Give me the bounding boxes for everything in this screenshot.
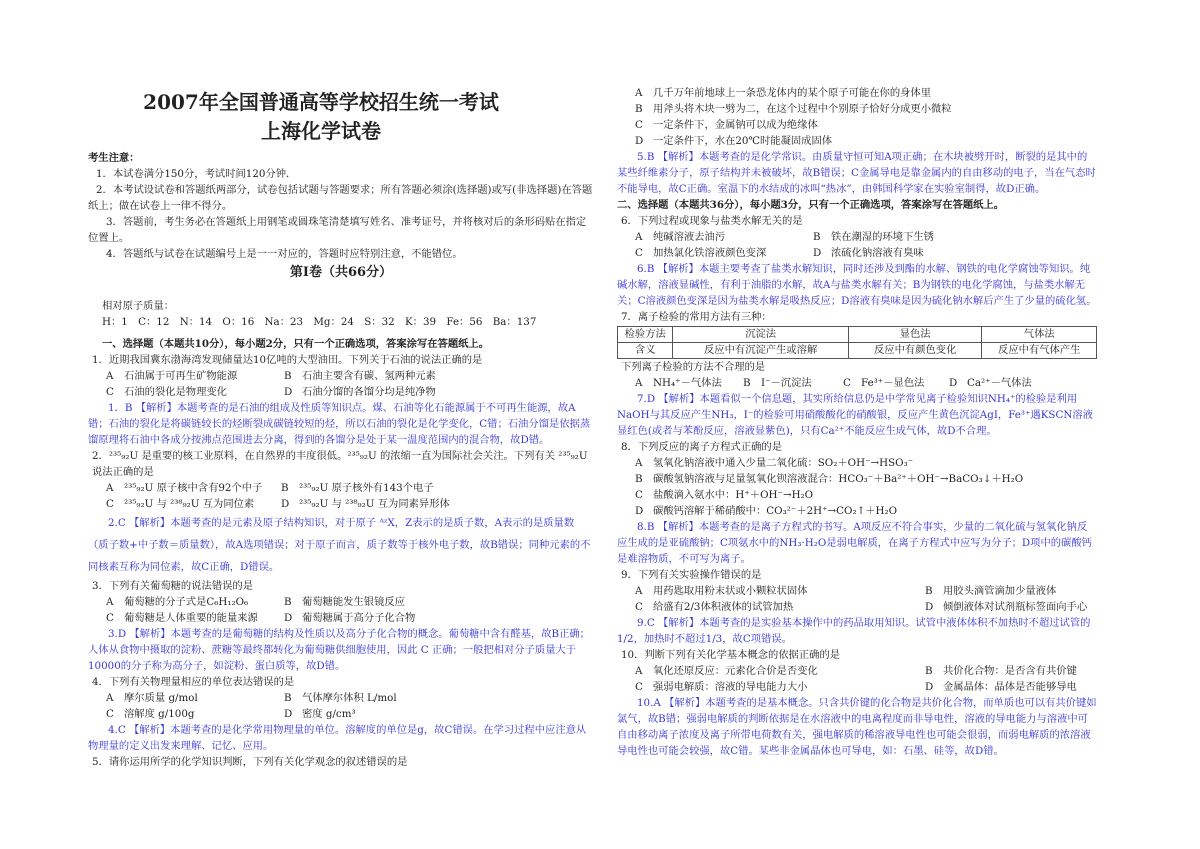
section-heading-1: 一、选择题（本题共10分），每小题2分，只有一个正确选项，答案涂写在答题纸上。 xyxy=(102,338,490,350)
option-letter: C xyxy=(106,612,114,624)
option-b xyxy=(635,101,1097,117)
option-letter: D xyxy=(284,708,293,720)
option-text: ²³⁵₉₂U 与 ²³⁸₉₂U 互为同素异形体 xyxy=(299,498,450,510)
question-3 xyxy=(88,578,594,674)
option-text: 气体摩尔体积 L/mol xyxy=(302,692,397,704)
option-text: Ca²⁺－气体法 xyxy=(967,377,1032,389)
answer-analysis: 7.D 【解析】本题看似一个信息题，其实所给信息仍是中学常见离子检验知识NH₄⁺的检验是利用NaOH与其反应产生NH₃，I⁻的检验可用硝酸酸化的硝酸银，反应产生黄色沉淀AgI，Fe³⁺遇KSCN溶液显红色(或者与苯酚反应，溶液显紫色)，只有Ca²⁺不能反应生成气体，故D不合理。 xyxy=(617,393,1093,437)
note-item: 3．答题前，考生务必在答题纸上用钢笔或圆珠笔清楚填写姓名、准考证号，并将核对后的条形码贴在指定位置上。 xyxy=(88,216,587,244)
option-a xyxy=(106,594,284,610)
table-cell: 反应中有沉淀产生或溶解 xyxy=(673,343,849,359)
option-text: 加热氯化铁溶液颜色变深 xyxy=(653,247,767,259)
option-letter: A xyxy=(106,692,114,704)
option-text: 氢氧化钠溶液中通入少量二氧化硫：SO₂＋OH⁻→HSO₃⁻ xyxy=(653,457,914,469)
option-letter: B xyxy=(925,585,933,597)
option-text: 摩尔质量 g/mol xyxy=(124,692,198,704)
option-list xyxy=(617,583,1097,615)
option-letter: B xyxy=(284,370,292,382)
question-5 xyxy=(617,85,1097,197)
option-letter: B xyxy=(635,473,643,485)
option-text: ²³⁵₉₂U 与 ²³⁸₉₂U 互为同位素 xyxy=(124,498,255,510)
ion-test-method-table xyxy=(617,326,1097,359)
option-letter: A xyxy=(635,87,643,99)
answer-analysis: 2.C 【解析】本题考查的是元素及原子结构知识，对于原子 ᴬᶻX，Z表示的是质子数，A表示的是质量数（质子数+中子数＝质量数），故A选项错误；对于原子而言，质子数等于核外电子数，故B错误；同种元素的不同核素互称为同位素，故C正确，D错误。 xyxy=(88,517,591,573)
option-a xyxy=(106,368,284,384)
question-10 xyxy=(617,647,1097,759)
option-text: 葡萄糖能发生银镜反应 xyxy=(302,596,405,608)
answer-analysis: 6.B 【解析】本题主要考查了盐类水解知识，同时还涉及到酯的水解、钢铁的电化学腐蚀等知识。纯碱水解，溶液显碱性，有利于油脂的水解，故A与盐类水解有关；B为钢铁的电化学腐蚀，与盐类水解无关；C溶液颜色变深是因为盐类水解是吸热反应；D溶液有臭味是因为硫化钠水解后产生了少量的硫化氢。 xyxy=(617,263,1097,307)
question-stem: 下列离子检验的方法不合理的是 xyxy=(621,361,766,373)
option-letter: D xyxy=(284,386,293,398)
option-d xyxy=(284,610,594,626)
table-cell: 检验方法 xyxy=(618,327,673,343)
note-item: 2．本考试设试卷和答题纸两部分，试卷包括试题与答题要求；所有答题必须涂(选择题)或写(非选择题)在答题纸上；做在试卷上一律不得分。 xyxy=(88,184,593,212)
answer-analysis: 1．B 【解析】本题考查的是石油的组成及性质等知识点。煤、石油等化石能源属于不可再生能源，故A错；石油的裂化是将碳链较长的烃断裂成碳链较短的烃，所以石油的裂化是化学变化，C错；石油分馏是依据蒸馏原理将石油中各成分按沸点范围进去分离，得到的各馏分是处于某一温度范围内的混合物，故D错。 xyxy=(88,402,591,446)
option-list xyxy=(88,690,594,722)
option-a xyxy=(635,229,813,245)
option-text: 葡萄糖是人体重要的能量来源 xyxy=(124,612,258,624)
question-stem: 10．判断下列有关化学基本概念的依据正确的是 xyxy=(621,649,841,661)
option-c xyxy=(106,706,284,722)
option-c xyxy=(635,599,925,615)
part-heading: 第Ⅰ卷（共66分） xyxy=(289,265,393,280)
option-text: 氧化还原反应：元素化合价是否变化 xyxy=(653,665,818,677)
option-list xyxy=(617,85,1097,149)
exam-title: 2007年全国普通高等学校招生统一考试 xyxy=(143,90,499,114)
question-7 xyxy=(617,309,1097,439)
question-6 xyxy=(617,213,1097,309)
right-column xyxy=(617,85,1097,759)
left-column xyxy=(88,88,594,770)
option-letter: D xyxy=(813,247,822,259)
note-item: 1．本试卷满分150分，考试时间120分钟． xyxy=(96,168,297,180)
option-letter: A xyxy=(106,596,114,608)
option-text: 浓硫化钠溶液有臭味 xyxy=(831,247,924,259)
table-cell: 沉淀法 xyxy=(673,327,849,343)
option-letter: C xyxy=(106,386,114,398)
option-b xyxy=(284,594,594,610)
option-text: 纯碱溶液去油污 xyxy=(653,231,726,243)
table-row xyxy=(618,343,1097,359)
option-c xyxy=(843,375,949,391)
option-text: 用药匙取用粉末状或小颗粒状固体 xyxy=(653,585,808,597)
question-stem: 8．下列反应的离子方程式正确的是 xyxy=(621,441,783,453)
option-a xyxy=(635,375,743,391)
option-text: 一定条件下，水在20℃时能凝固成固体 xyxy=(653,135,833,147)
atomic-mass-values: H：1 C：12 N：14 O：16 Na：23 Mg：24 S：32 K：39 Fe：56 Ba：137 xyxy=(102,316,537,328)
option-text: 石油主要含有碳、氢两种元素 xyxy=(302,370,436,382)
option-text: 强弱电解质：溶液的导电能力大小 xyxy=(653,681,808,693)
option-c xyxy=(106,496,281,512)
option-letter: C xyxy=(635,247,643,259)
option-list xyxy=(617,663,1097,695)
answer-analysis: 5.B 【解析】本题考查的是化学常识。由质量守恒可知A项正确；在木块被劈开时，断裂的是其中的某些纤维素分子，原子结构并未被破坏，故B错误；C金属导电是靠金属内的自由移动的电子，当在气态时不能导电，故C正确。室温下的水结成的冰叫“热冰”，由韩国科学家在实验室制得，故D正确。 xyxy=(617,151,1096,195)
option-letter: A xyxy=(635,231,643,243)
option-letter: B xyxy=(284,596,292,608)
option-list xyxy=(88,480,594,512)
option-letter: B xyxy=(635,103,643,115)
option-b xyxy=(284,690,594,706)
option-letter: C xyxy=(106,498,114,510)
option-text: 几千万年前地球上一条恐龙体内的某个原子可能在你的身体里 xyxy=(653,87,932,99)
option-text: 一定条件下，金属钠可以成为绝缘体 xyxy=(653,119,818,131)
option-text: 用斧头将木块一劈为二，在这个过程中个别原子恰好分成更小微粒 xyxy=(653,103,952,115)
question-stem: 3．下列有关葡萄糖的说法错误的是 xyxy=(92,580,254,592)
option-text: Fe³⁺－显色法 xyxy=(861,377,925,389)
question-4 xyxy=(88,674,594,754)
option-c xyxy=(635,245,813,261)
note-item: 4．答题纸与试卷在试题编号上是一一对应的，答题时应特别注意，不能错位。 xyxy=(106,248,463,260)
option-letter: D xyxy=(949,377,958,389)
option-b xyxy=(281,480,594,496)
option-letter: C xyxy=(635,119,643,131)
option-letter: A xyxy=(106,370,114,382)
table-cell: 气体法 xyxy=(982,327,1097,343)
option-c xyxy=(106,384,284,400)
option-list xyxy=(88,368,594,400)
option-text: 碳酸氢钠溶液与足量氢氧化钡溶液混合：HCO₃⁻＋Ba²⁺＋OH⁻→BaCO₃↓＋H₂O xyxy=(653,473,1024,485)
option-b xyxy=(925,583,1097,599)
option-text: 溶解度 g/100g xyxy=(124,708,195,720)
option-b xyxy=(635,471,1097,487)
atomic-mass-label: 相对原子质量： xyxy=(102,300,175,312)
option-text: NH₄⁺－气体法 xyxy=(653,377,722,389)
option-a xyxy=(106,480,281,496)
option-letter: D xyxy=(635,505,644,517)
option-letter: C xyxy=(843,377,851,389)
answer-analysis: 3.D 【解析】本题考查的是葡萄糖的结构及性质以及高分子化合物的概念。葡萄糖中含有醛基，故B正确；人体从食物中摄取的淀粉、蔗糖等最终都转化为葡萄糖供细胞使用，因此 C 正确；一般把相对分子质量大于10000的分子称为高分子，如淀粉、蛋白质等，故D错。 xyxy=(88,628,590,672)
question-stem: 1．近期我国冀东渤海湾发现储量达10亿吨的大型油田。下列关于石油的说法正确的是 xyxy=(92,354,483,366)
option-list xyxy=(617,375,1097,391)
question-stem: 7．离子检验的常用方法有三种： xyxy=(621,311,772,323)
option-text: 铁在潮湿的环境下生锈 xyxy=(831,231,934,243)
option-letter: D xyxy=(284,612,293,624)
option-text: 石油分馏的各馏分均是纯净物 xyxy=(302,386,436,398)
option-text: I⁻－沉淀法 xyxy=(761,377,812,389)
option-text: 密度 g/cm³ xyxy=(302,708,356,720)
table-cell: 反应中有颜色变化 xyxy=(848,343,982,359)
option-text: 给盛有2/3体积液体的试管加热 xyxy=(653,601,794,613)
option-letter: B xyxy=(743,377,751,389)
option-text: 碳酸钙溶解于稀硝酸中：CO₃²⁻＋2H⁺→CO₂↑＋H₂O xyxy=(653,505,898,517)
section-heading-2: 二、选择题（本题共36分），每小题3分，只有一个正确选项，答案涂写在答题纸上。 xyxy=(617,199,1005,211)
option-a xyxy=(635,583,925,599)
option-letter: C xyxy=(106,708,114,720)
exam-subtitle: 上海化学试卷 xyxy=(261,119,381,143)
option-letter: A xyxy=(635,457,643,469)
table-cell: 反应中有气体产生 xyxy=(982,343,1097,359)
option-letter: C xyxy=(635,681,643,693)
option-text: ²³⁵₉₂U 原子核外有143个电子 xyxy=(299,482,434,494)
option-d xyxy=(925,679,1097,695)
option-letter: B xyxy=(813,231,821,243)
question-5 xyxy=(88,754,594,770)
option-text: 共价化合物：是否含有共价键 xyxy=(943,665,1077,677)
option-d xyxy=(635,133,1097,149)
answer-analysis: 10.A 【解析】本题考查的是基本概念。只含共价键的化合物是共价化合物，而单质也可以有共价键如氯气，故B错；强弱电解质的判断依据是在水溶液中的电离程度而非导电性，溶液的导电能力与溶液中可自由移动离子浓度及离子所带电荷数有关，强电解质的稀溶液导电性也可能会很弱，而弱电解质的浓溶液导电性也可能会较强，故C错。某些非金属晶体也可导电，如：石墨、硅等，故D错。 xyxy=(617,697,1097,757)
option-d xyxy=(925,599,1097,615)
table-cell: 含义 xyxy=(618,343,673,359)
question-2 xyxy=(88,448,594,578)
option-a xyxy=(635,85,1097,101)
option-text: 用胶头滴管滴加少量液体 xyxy=(943,585,1057,597)
option-letter: A xyxy=(106,482,114,494)
option-text: 葡萄糖属于高分子化合物 xyxy=(302,612,416,624)
option-text: ²³⁵₉₂U 原子核中含有92个中子 xyxy=(124,482,263,494)
option-d xyxy=(284,384,594,400)
option-text: 倾倒液体对试剂瓶标签面向手心 xyxy=(943,601,1088,613)
option-text: 葡萄糖的分子式是C₆H₁₂O₆ xyxy=(124,596,249,608)
option-list xyxy=(617,455,1097,519)
option-c xyxy=(635,487,1097,503)
option-a xyxy=(106,690,284,706)
option-c xyxy=(106,610,284,626)
option-b xyxy=(284,368,594,384)
question-1 xyxy=(88,352,594,448)
option-letter: D xyxy=(281,498,290,510)
question-stem: 6．下列过程或现象与盐类水解无关的是 xyxy=(621,215,803,227)
option-letter: D xyxy=(635,135,644,147)
option-letter: C xyxy=(635,601,643,613)
option-b xyxy=(743,375,843,391)
option-letter: A xyxy=(635,585,643,597)
option-d xyxy=(284,706,594,722)
option-text: 金属晶体：晶体是否能够导电 xyxy=(943,681,1077,693)
table-row xyxy=(618,327,1097,343)
option-text: 石油的裂化是物理变化 xyxy=(124,386,227,398)
option-letter: A xyxy=(635,665,643,677)
option-d xyxy=(281,496,594,512)
question-stem: 4．下列有关物理量相应的单位表达错误的是 xyxy=(92,676,295,688)
option-letter: D xyxy=(925,681,934,693)
option-text: 石油属于可再生矿物能源 xyxy=(124,370,238,382)
option-letter: C xyxy=(635,489,643,501)
option-letter: A xyxy=(635,377,643,389)
option-d xyxy=(949,375,1097,391)
option-text: 盐酸滴入氨水中：H⁺＋OH⁻→H₂O xyxy=(653,489,814,501)
option-list xyxy=(88,594,594,626)
option-c xyxy=(635,679,925,695)
question-9 xyxy=(617,567,1097,647)
question-stem: 5．请你运用所学的化学知识判断，下列有关化学观念的叙述错误的是 xyxy=(92,756,408,768)
option-b xyxy=(925,663,1097,679)
question-8 xyxy=(617,439,1097,567)
answer-analysis: 4.C 【解析】本题考查的是化学常用物理量的单位。溶解度的单位是g，故C错误。在学习过程中应注意从物理量的定义出发来理解、记忆、应用。 xyxy=(88,724,587,752)
notes-heading: 考生注意： xyxy=(88,152,140,164)
option-a xyxy=(635,455,1097,471)
option-letter: B xyxy=(281,482,289,494)
option-c xyxy=(635,117,1097,133)
option-d xyxy=(813,245,1097,261)
option-letter: D xyxy=(925,601,934,613)
option-letter: B xyxy=(284,692,292,704)
answer-analysis: 9.C 【解析】本题考查的是实验基本操作中的药品取用知识。试管中液体体积不加热时不超过试管的1/2，加热时不超过1/3，故C项错误。 xyxy=(617,617,1091,645)
question-stem: 2．²³⁵₉₂U 是重要的核工业原料，在自然界的丰度很低。²³⁵₉₂U 的浓缩一直为国际社会关注。下列有关 ²³⁵₉₂U 说法正确的是 xyxy=(92,450,588,478)
answer-analysis: 8.B 【解析】本题考查的是离子方程式的书写。A项反应不符合事实，少量的二氧化硫与氢氧化钠反应生成的是亚硫酸钠；C项氨水中的NH₃·H₂O是弱电解质，在离子方程式中应写为分子；D项中的碳酸钙是难溶物质，不可写为离子。 xyxy=(617,521,1092,565)
option-list xyxy=(617,229,1097,261)
question-stem: 9．下列有关实验操作错误的是 xyxy=(621,569,762,581)
option-letter: B xyxy=(925,665,933,677)
option-a xyxy=(635,663,925,679)
option-d xyxy=(635,503,1097,519)
option-b xyxy=(813,229,1097,245)
table-cell: 显色法 xyxy=(848,327,982,343)
